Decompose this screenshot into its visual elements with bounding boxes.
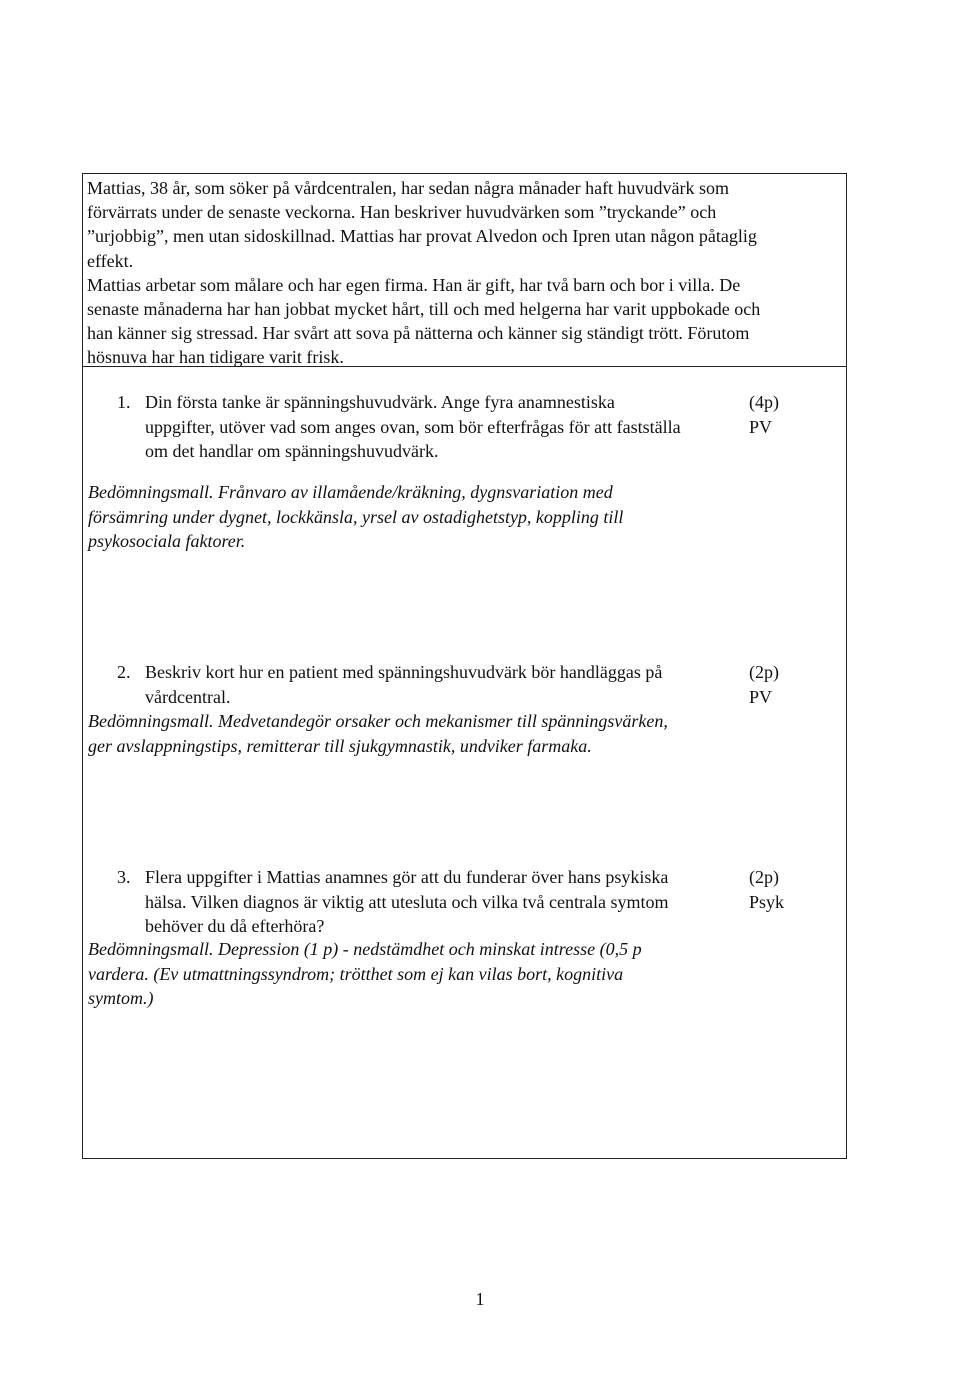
question-1: [83, 390, 846, 464]
question-number: 3.: [117, 867, 131, 887]
case-line: Mattias, 38 år, som söker på vårdcentralen, har sedan några månader haft huvudvärk som: [87, 178, 730, 198]
answer-line: symtom.): [88, 988, 154, 1008]
case-line: effekt.: [87, 250, 134, 271]
question-points: (4p): [749, 392, 779, 412]
answer-line: ger avslappningstips, remitterar till sjukgymnastik, undviker farmaka.: [88, 735, 592, 756]
question-line: hälsa. Vilken diagnos är viktig att utesluta och vilka två centrala symtom: [145, 891, 669, 912]
answer-line: Bedömningsmall. Frånvaro av illamående/kräkning, dygnsvariation med: [88, 482, 613, 502]
question-3: [83, 865, 846, 939]
question-subject: PV: [749, 416, 773, 437]
case-line: hösnuva har han tidigare varit frisk.: [87, 347, 344, 368]
question-2: [83, 660, 846, 709]
question-line: Beskriv kort hur en patient med spänningshuvudvärk bör handläggas på: [145, 662, 663, 682]
answer-line: Bedömningsmall. Medvetandegör orsaker och mekanismer till spänningsvärken,: [88, 711, 668, 731]
case-line: senaste månaderna har han jobbat mycket hårt, till och med helgerna har varit uppbokade och: [87, 299, 761, 320]
answer-2: [88, 709, 668, 758]
answer-line: psykosociala faktorer.: [88, 531, 246, 551]
question-points: (2p): [749, 662, 779, 682]
answer-3: [88, 937, 642, 1011]
question-line: behöver du då efterhöra?: [145, 916, 325, 936]
answer-line: Bedömningsmall. Depression (1 p) - nedstämdhet och minskat intresse (0,5 p: [88, 939, 642, 959]
answer-1: [88, 480, 623, 554]
answer-line: försämring under dygnet, lockkänsla, yrsel av ostadighetstyp, koppling till: [88, 506, 624, 527]
case-line: han känner sig stressad. Har svårt att sova på nätterna och känner sig ständigt trött. Förutom: [87, 323, 750, 344]
case-description: [83, 174, 846, 367]
case-line: förvärrats under de senaste veckorna. Han beskriver huvudvärken som ”tryckande” och: [87, 202, 717, 223]
question-line: Din första tanke är spänningshuvudvärk. Ange fyra anamnestiska: [145, 392, 615, 412]
question-points: (2p): [749, 867, 779, 887]
question-number: 1.: [117, 392, 131, 412]
question-line: Flera uppgifter i Mattias anamnes gör att du funderar över hans psykiska: [145, 867, 669, 887]
answer-line: vardera. (Ev utmattningssyndrom; trötthet som ej kan vilas bort, kognitiva: [88, 963, 624, 984]
question-line: uppgifter, utöver vad som anges ovan, som bör efterfrågas för att fastställa: [145, 416, 681, 437]
case-line: ”urjobbig”, men utan sidoskillnad. Mattias har provat Alvedon och Ipren utan någon påtaglig: [87, 226, 757, 247]
question-number: 2.: [117, 662, 131, 682]
question-line: om det handlar om spänningshuvudvärk.: [145, 441, 439, 461]
question-subject: PV: [749, 686, 773, 707]
exam-frame: [82, 173, 847, 1159]
page-number: 1: [475, 1289, 485, 1309]
case-line: Mattias arbetar som målare och har egen firma. Han är gift, har två barn och bor i villa. De: [87, 274, 741, 295]
question-line: vårdcentral.: [145, 686, 231, 707]
question-subject: Psyk: [749, 891, 785, 912]
